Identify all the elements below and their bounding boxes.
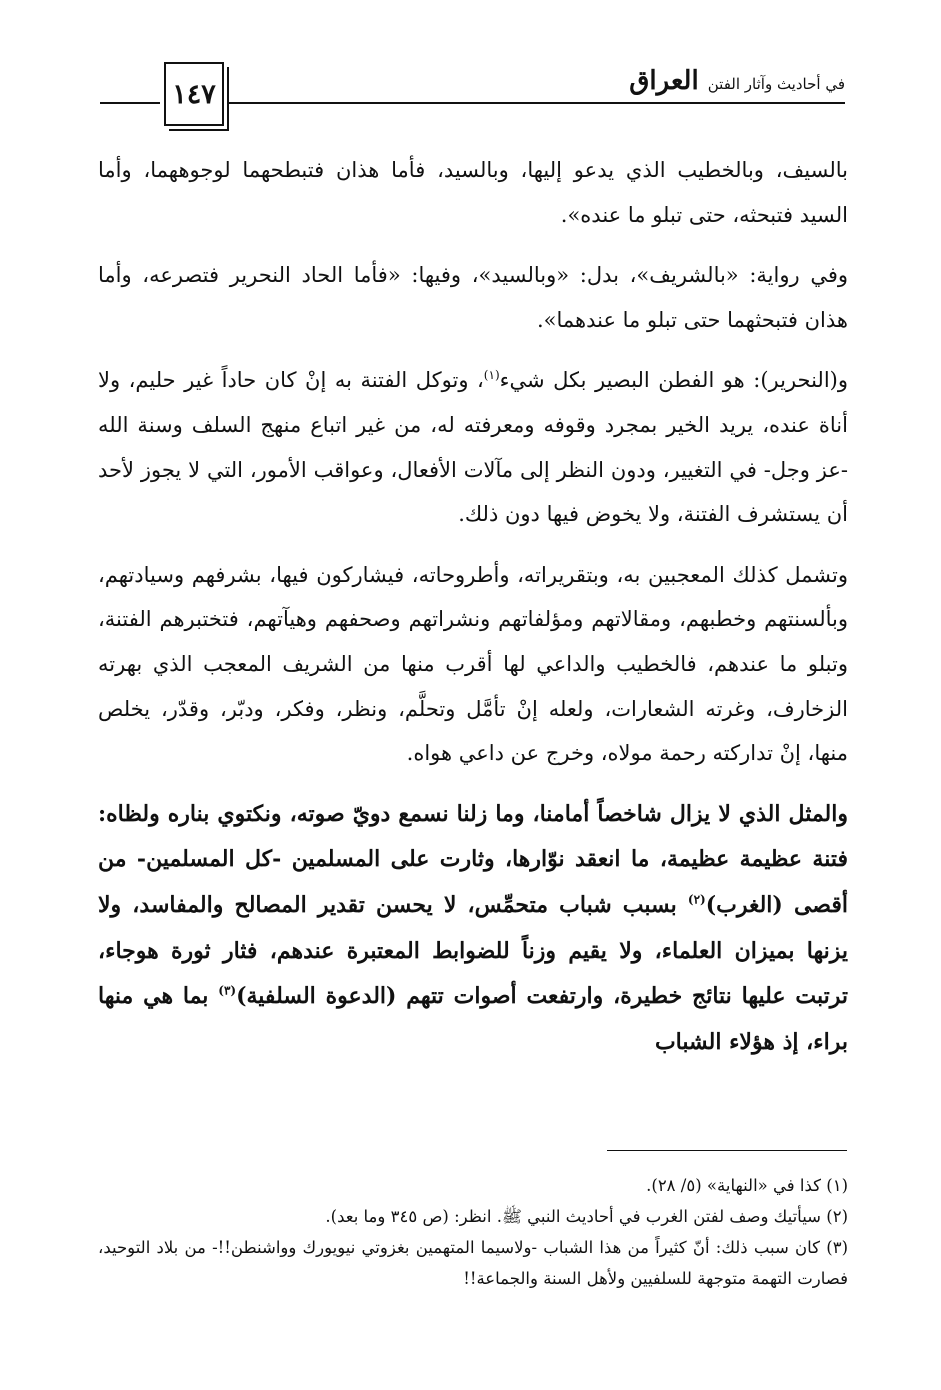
paragraph-2: وفي رواية: «بالشريف»، بدل: «وبالسيد»، وفيها: «فأما الحاد النحرير فتصرعه، وأما هذان فتبحثهما حتى تبلو ما عندهما». <box>98 263 848 332</box>
paragraph-4: وتشمل كذلك المعجبين به، وبتقريراته، وأطروحاته، فيشاركون فيها، بشرفهم وسيادتهم، وبألسنتهم وخطبهم، ومقالاتهم ومؤلفاتهم ونشراتهم وصحفهم وهيآتهم، فتختبرهم الفتنة، وتبلو ما عندهم، فالخطيب والداعي لها أقرب منها من الشريف المعجب الذي بهرته الزخارف، وغرته الشعارات، ولعله إنْ تأمَّل وتحلَّم، ونظر، وفكر، ودبّر، وقدّر، يخلص منها، إنْ تداركته رحمة مولاه، وخرج عن داعي هواه. <box>98 562 848 766</box>
paragraph-3-start: و(النحرير): هو الفطن البصير بكل شيء <box>499 368 848 393</box>
footnotes <box>98 1170 848 1294</box>
running-title <box>619 66 845 97</box>
header-rule-left <box>100 102 160 104</box>
paragraph-3-rest: ، وتوكل الفتنة به إنْ كان حاداً غير حليم، ولا أناة عنده، يريد الخير بمجرد وقوفه ومعرفته له، من غير اتباع منهج السلف وسنة الله -عز وجل- في التغيير، ودون النظر إلى مآلات الأفعال، وعواقب الأمور، التي لا يجوز لأحد أن يستشرف الفتنة، ولا يخوض فيها دون ذلك. <box>98 368 848 527</box>
paragraph-5-end: بما هي منها براء، إذ هؤلاء الشباب <box>98 983 848 1055</box>
main-text <box>98 148 848 1081</box>
footnote-separator <box>607 1150 847 1151</box>
paragraph-5-middle: بسبب شباب متحمِّس، لا يحسن تقدير المصالح والمفاسد، ولا يزنها بميزان العلماء، ولا يقيم وزناً للضوابط المعتبرة عندهم، فثار ثورة هوجاء، ترتبت عليها نتائج خطيرة، وارتفعت أصوات تتهم (الدعوة السلفية) <box>98 891 848 1010</box>
paragraph-5 <box>98 792 848 1066</box>
paragraph-5-start: والمثل الذي لا يزال شاخصاً أمامنا، وما زلنا نسمع دويّ صوته، ونكتوي بناره ولظاه: فتنة عظيمة عظيمة، ما انعقد نوّارها، وثارت على المسلمين -كل المسلمين- من أقصى (الغرب) <box>98 800 848 918</box>
footnote-3: (٣) كان سبب ذلك: أنّ كثيراً من هذا الشباب -ولاسيما المتهمين بغزوتي نيويورك وواشنطن!!- من بلاد التوحيد، فصارت التهمة متوجهة للسلفيين ولأهل السنة والجماعة!! <box>98 1238 848 1288</box>
footnote-ref-3: (٣) <box>218 983 237 998</box>
paragraph-3 <box>98 358 848 536</box>
paragraph-1: بالسيف، وبالخطيب الذي يدعو إليها، وبالسيد، فأما هذان فتبطحهما لوجوههما، وأما السيد فتبحثه، حتى تبلو ما عنده». <box>98 158 848 227</box>
footnote-1: (١) كذا في «النهاية» (٥/ ٢٨). <box>646 1176 848 1195</box>
page-header <box>100 60 845 140</box>
page-number: ١٤٧ <box>164 62 224 126</box>
footnote-2: (٢) سيأتيك وصف لفتن الغرب في أحاديث النبي ﷺ. انظر: (ص ٣٤٥ وما بعد). <box>325 1207 848 1226</box>
running-title-subtitle: في أحاديث وآثار الفتن <box>707 75 845 93</box>
header-rule-right <box>228 102 845 104</box>
footnote-ref-1: (١) <box>483 368 500 383</box>
footnote-ref-2: (٢) <box>687 892 706 907</box>
running-title-main: العراق <box>629 66 699 96</box>
